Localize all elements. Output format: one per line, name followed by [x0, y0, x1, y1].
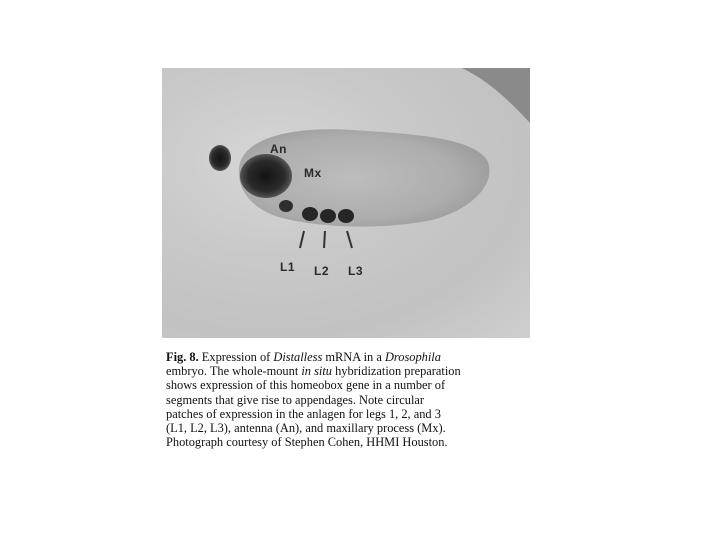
label-mx: Mx: [304, 166, 322, 180]
background-shadow: [462, 68, 530, 123]
caption-text: embryo. The whole-mount: [166, 364, 302, 379]
figure-number: Fig. 8.: [166, 350, 199, 364]
label-l2: L2: [314, 264, 330, 278]
gene-name: Distalless: [273, 350, 323, 364]
embryo-photograph: [162, 68, 530, 338]
l3-pointer: [347, 231, 352, 248]
caption-text: hybridization preparation: [332, 364, 461, 379]
leg2-patch: [320, 209, 336, 223]
caption-line-2: [166, 364, 536, 378]
caption-text: Expression of: [198, 350, 274, 364]
head-expression-patch: [209, 145, 231, 171]
l1-pointer: [300, 231, 304, 248]
label-l3: L3: [348, 264, 364, 278]
label-an: An: [270, 142, 287, 156]
caption-line-4: segments that give rise to appendages. Note circular: [166, 392, 425, 407]
label-l1: L1: [280, 260, 296, 274]
caption-line-7: Photograph courtesy of Stephen Cohen, HHMI Houston.: [166, 435, 448, 450]
in-situ-term: in situ: [301, 364, 332, 379]
l2-pointer: [324, 231, 325, 248]
caption-text: mRNA in a: [322, 350, 385, 364]
embryo-image: [162, 68, 530, 338]
caption-line-5: patches of expression in the anlagen for legs 1, 2, and 3: [166, 406, 441, 421]
caption-line-3: shows expression of this homeobox gene in a number of: [166, 378, 446, 393]
leg1-patch: [302, 207, 318, 221]
caption-line-1: [166, 350, 536, 364]
leg3-patch: [338, 209, 354, 223]
figure-caption: [166, 350, 536, 449]
species-name: Drosophila: [384, 350, 441, 364]
caption-line-6: (L1, L2, L3), antenna (An), and maxillary process (Mx).: [166, 421, 446, 436]
maxillary-expression: [279, 200, 293, 212]
antenna-expression: [240, 154, 292, 198]
